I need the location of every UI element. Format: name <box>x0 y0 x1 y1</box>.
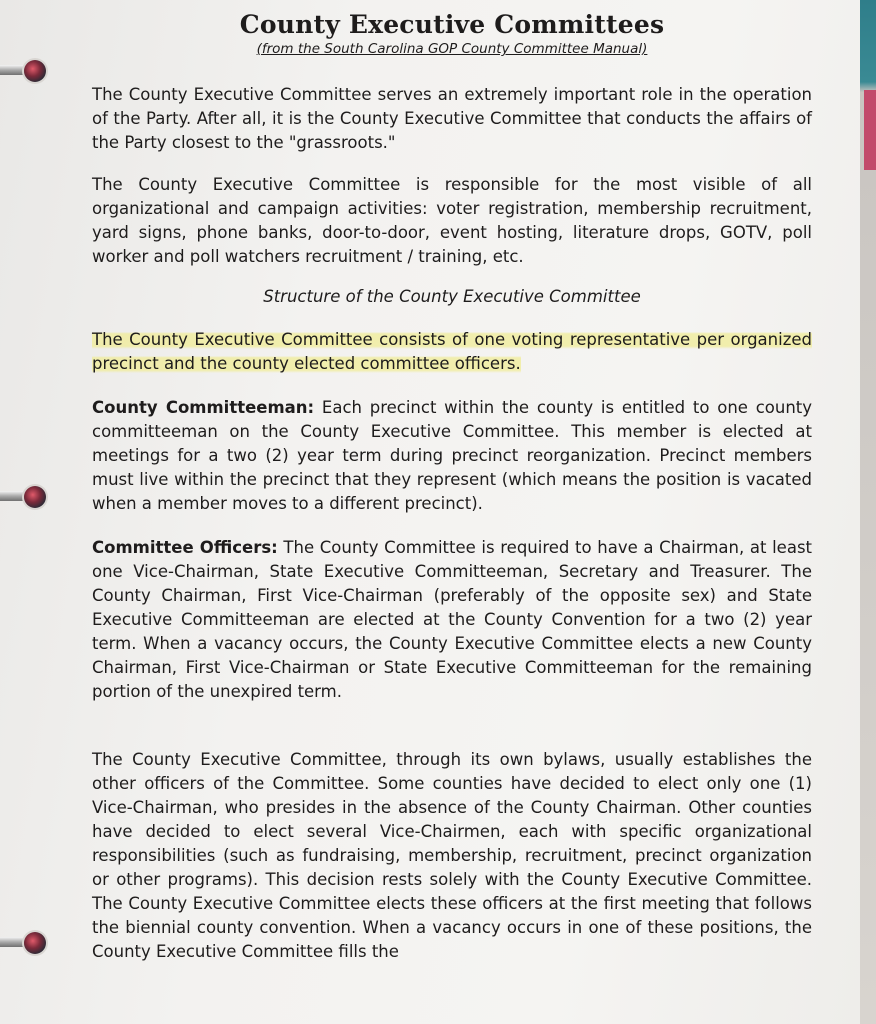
page-content <box>92 10 812 964</box>
binder-edge <box>860 0 876 1024</box>
officers-paragraph <box>92 536 812 704</box>
page-title: County Executive Committees <box>239 10 665 39</box>
page-subtitle: (from the South Carolina GOP County Committee Manual) <box>256 41 648 57</box>
committeeman-label: County Committeeman: <box>92 398 315 417</box>
officers-label: Committee Officers: <box>92 538 278 557</box>
binder-ring-icon <box>0 932 46 954</box>
structure-paragraph <box>92 328 812 376</box>
officers-text: The County Committee is required to have a Chairman, at least one Vice-Chairman, State Executive Committeeman, Secretary and Treasurer. The County Chairman, First Vice-Chairman (preferably of the opposite sex) and State Executive Committeeman are elected at the County Convention for a two (2) year term. When a vacancy occurs, the County Executive Committee elects a new County Chairman, First Vice-Chairman or State Executive Committeeman for the remaining portion of the unexpired term. <box>92 538 813 701</box>
section-heading: Structure of the County Executive Committee <box>263 287 641 306</box>
highlighted-text: The County Executive Committee consists of one voting representative per organized precinct and the county elected committee officers. <box>92 330 812 373</box>
binder-ring-icon <box>0 486 46 508</box>
intro-paragraph: The County Executive Committee serves an extremely important role in the operation of the Party. After all, it is the County Executive Committee that conducts the affairs of the Party closest to the "grassroots." <box>92 85 812 152</box>
committeeman-paragraph <box>92 396 812 516</box>
responsibilities-paragraph: The County Executive Committee is responsible for the most visible of all organizational and campaign activities: voter registration, membership recruitment, yard signs, phone banks, door-to-door, event hosting, literature drops, GOTV, poll worker and poll watchers recruitment / training, etc. <box>92 175 812 266</box>
committeeman-text: Each precinct within the county is entitled to one county committeeman on the County Executive Committee. This member is elected at meetings for a two (2) year term during precinct reorganization. Precinct members must live within the precinct that they represent (which means the position is vacated when a member moves to a different precinct). <box>92 398 813 513</box>
binder-ring-icon <box>0 60 46 82</box>
bylaws-paragraph: The County Executive Committee, through its own bylaws, usually establishes the other officers of the Committee. Some counties have decided to elect only one (1) Vice-Chairman, who presides in the absence of the County Chairman. Other counties have decided to elect several Vice-Chairmen, each with specific organizational responsibilities (such as fundraising, membership, recruitment, precinct organization or other programs). This decision rests solely with the County Executive Committee. The County Executive Committee elects these officers at the first meeting that follows the biennial county convention. When a vacancy occurs in one of these positions, the County Executive Committee fills the <box>92 750 812 961</box>
